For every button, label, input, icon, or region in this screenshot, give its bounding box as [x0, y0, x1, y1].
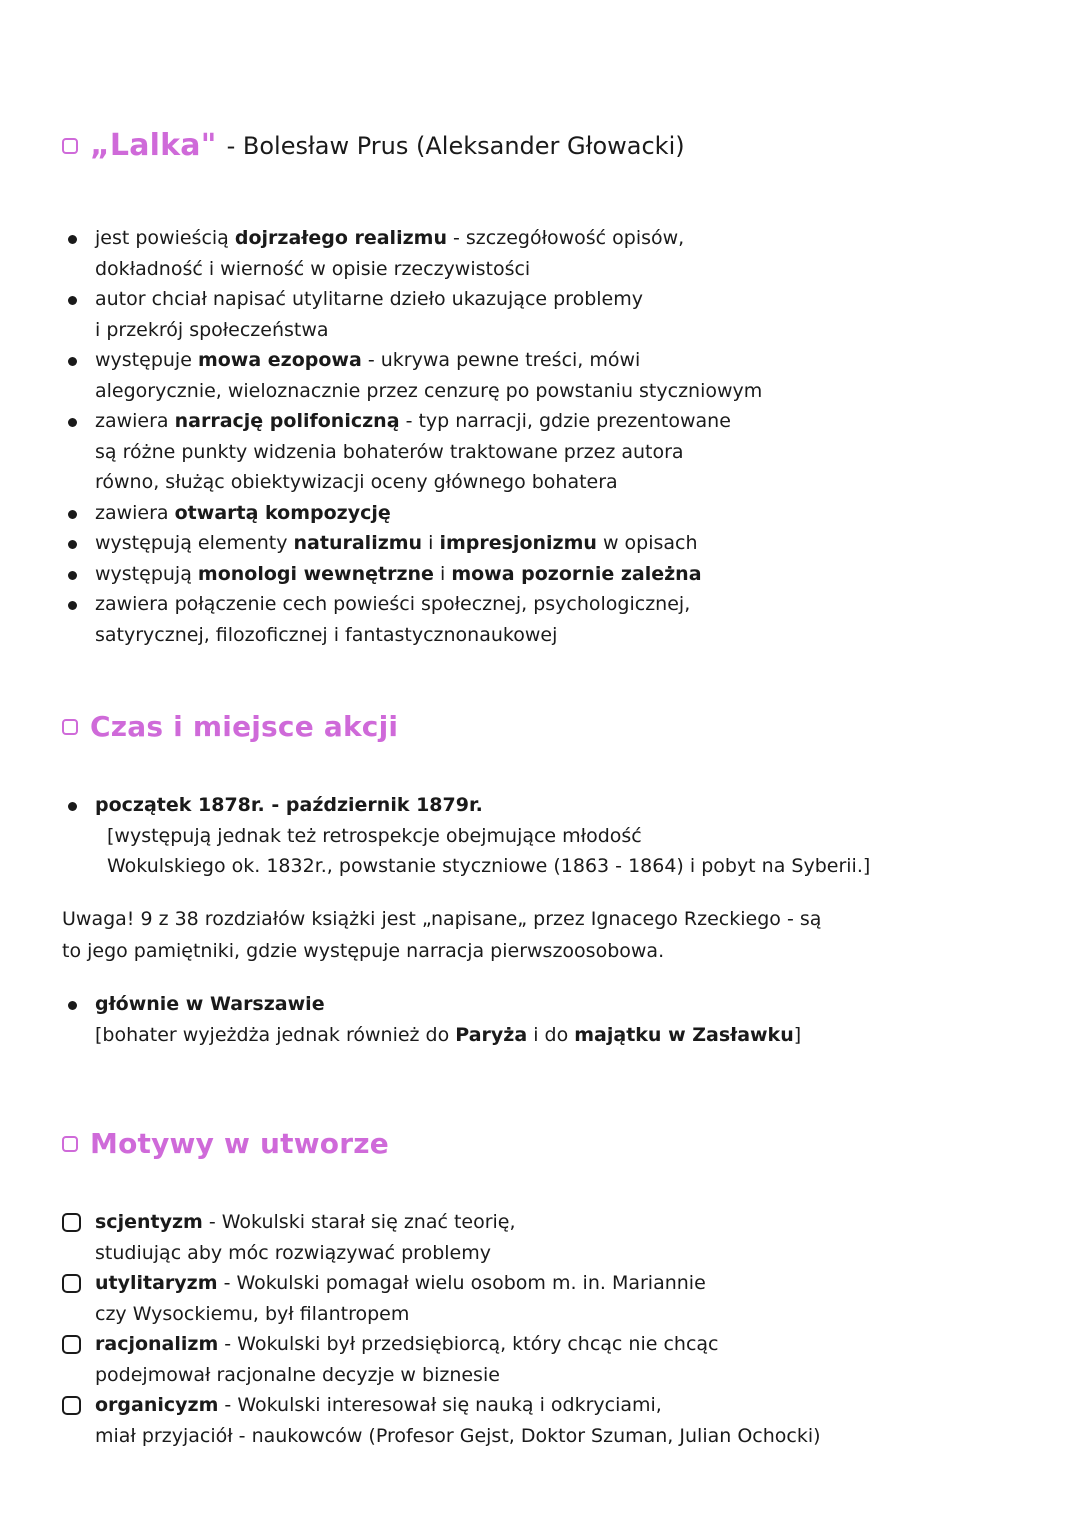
section-title: Czas i miejsce akcji: [90, 710, 399, 743]
section-heading-motifs: [62, 1127, 389, 1160]
heading-checkbox-icon: [62, 1136, 78, 1152]
list-item: początek 1878r. - październik 1879r. [występują jednak też retrospekcje obejmujące młodość Wokulskiego ok. 1832r., powstanie styczniowe (1863 - 1864) i pobyt na Syberii.]: [62, 790, 870, 882]
section-title: Motywy w utworze: [90, 1127, 389, 1160]
list-item: występuje mowa ezopowa - ukrywa pewne treści, mówi alegorycznie, wieloznacznie przez cenzurę po powstaniu styczniowym: [62, 345, 762, 406]
list-item: jest powieścią dojrzałego realizmu - szczegółowość opisów, dokładność i wierność w opisie rzeczywistości: [62, 223, 762, 284]
checklist-item: organicyzm - Wokulski interesował się nauką i odkryciami, miał przyjaciół - naukowców (Profesor Gejst, Doktor Szuman, Julian Ochocki): [62, 1390, 821, 1451]
list-item: głównie w Warszawie [bohater wyjeżdża jednak również do Paryża i do majątku w Zasławku]: [62, 989, 801, 1050]
list-item: występują monologi wewnętrzne i mowa pozornie zależna: [62, 559, 762, 590]
checklist-item: utylitaryzm - Wokulski pomagał wielu osobom m. in. Mariannie czy Wysockiemu, był filantropem: [62, 1268, 821, 1329]
section2-place: [62, 989, 801, 1050]
book-title: „Lalka": [90, 128, 217, 163]
motifs-checklist: [62, 1207, 821, 1451]
checklist-item: scjentyzm - Wokulski starał się znać teorię, studiując aby móc rozwiązywać problemy: [62, 1207, 821, 1268]
list-item: zawiera otwartą kompozycję: [62, 498, 762, 529]
heading-checkbox-icon: [62, 719, 78, 735]
list-item: występują elementy naturalizmu i impresjonizmu w opisach: [62, 528, 762, 559]
section-heading-lalka: [62, 128, 685, 163]
checkbox-icon[interactable]: [62, 1274, 81, 1293]
checkbox-icon[interactable]: [62, 1213, 81, 1232]
note-paragraph: Uwaga! 9 z 38 rozdziałów książki jest „napisane„ przez Ignacego Rzeckiego - są to jego pamiętniki, gdzie występuje narracja pierwszoosobowa.: [62, 908, 822, 962]
section1-bullets: [62, 223, 762, 650]
checkbox-icon[interactable]: [62, 1335, 81, 1354]
checkbox-icon[interactable]: [62, 1396, 81, 1415]
book-author: - Bolesław Prus (Aleksander Głowacki): [226, 131, 685, 160]
heading-checkbox-icon: [62, 138, 78, 154]
section-heading-time-place: [62, 710, 398, 743]
checklist-item: racjonalizm - Wokulski był przedsiębiorcą, który chcąc nie chcąc podejmował racjonalne decyzje w biznesie: [62, 1329, 821, 1390]
list-item: zawiera połączenie cech powieści społecznej, psychologicznej, satyrycznej, filozoficznej i fantastycznonaukowej: [62, 589, 762, 650]
section2-time: [62, 790, 870, 882]
list-item: autor chciał napisać utylitarne dzieło ukazujące problemy i przekrój społeczeństwa: [62, 284, 762, 345]
list-item: zawiera narrację polifoniczną - typ narracji, gdzie prezentowane są różne punkty widzenia bohaterów traktowane przez autora równo, służąc obiektywizacji oceny głównego bohatera: [62, 406, 762, 498]
